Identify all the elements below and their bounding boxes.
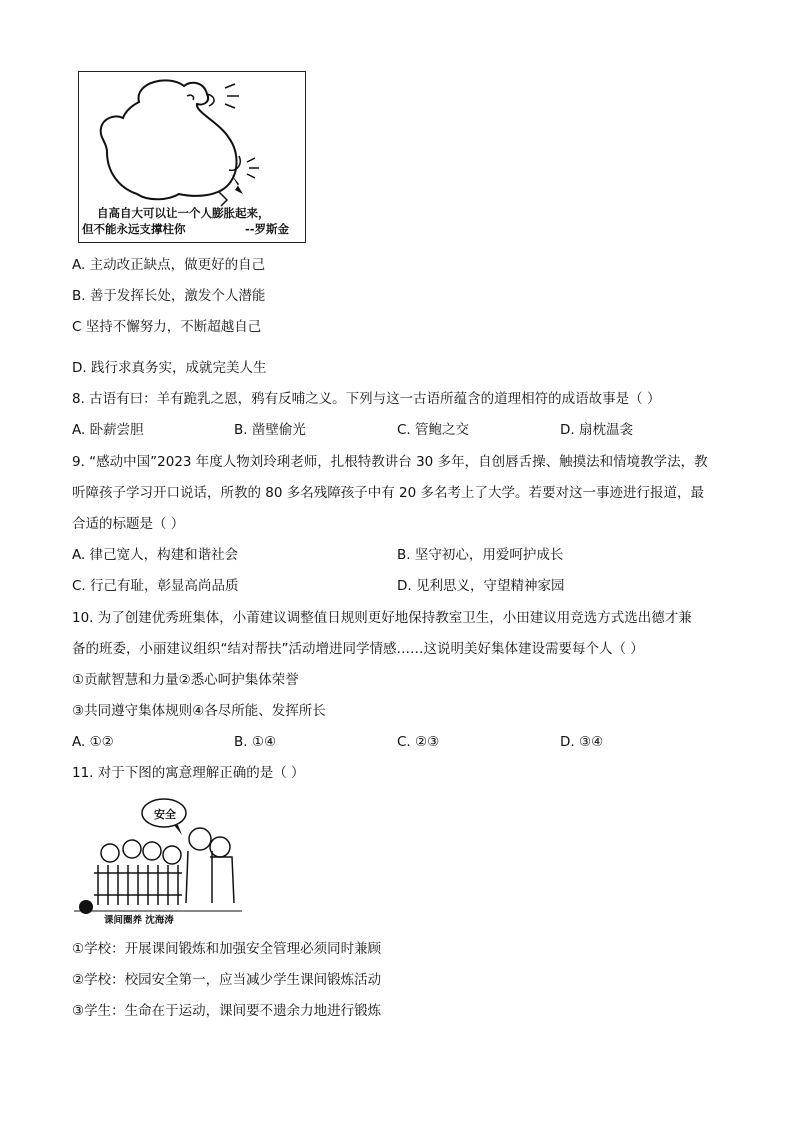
q9-option-a: A. 律己宽人，构建和谐社会	[72, 547, 239, 563]
q10-items-3-4: ③共同遵守集体规则④各尽所能、发挥所长	[72, 703, 326, 719]
q8-stem: 8. 古语有曰：羊有跪乳之恩，鸦有反哺之义。下列与这一古语所蕴含的道理相符的成语故事是（ ）	[72, 391, 661, 407]
cartoon-caption-author: --罗斯金	[245, 222, 290, 236]
q11-item-1: ①学校：开展课间锻炼和加强安全管理必须同时兼顾	[72, 941, 382, 957]
q7-option-d: D. 践行求真务实，成就完美人生	[72, 360, 267, 376]
q9-option-c: C. 行己有耻，彰显高尚品质	[72, 578, 239, 594]
q11-item-3: ③学生：生命在于运动，课间要不遗余力地进行锻炼	[72, 1003, 382, 1019]
q10-option-d: D. ③④	[560, 734, 604, 750]
q9-stem-line2: 听障孩子学习开口说话，所教的 80 多名残障孩子中有 20 多名考上了大学。若要对这一事迹进行报道，最	[72, 485, 705, 501]
q8-option-a: A. 卧薪尝胆	[72, 422, 144, 438]
q11-stem: 11. 对于下图的寓意理解正确的是（ ）	[72, 765, 305, 781]
balloon-figure-illustration	[79, 72, 305, 212]
q7-option-a: A. 主动改正缺点，做更好的自己	[72, 257, 266, 273]
q8-option-c: C. 管鲍之交	[397, 422, 470, 438]
q9-option-b: B. 坚守初心，用爱呵护成长	[397, 547, 564, 563]
q9-stem-line3: 合适的标题是（ ）	[72, 516, 185, 532]
speech-bubble-text: 安全	[154, 808, 176, 821]
q11-item-2: ②学校：校园安全第一，应当减少学生课间锻炼活动	[72, 972, 382, 988]
q8-option-b: B. 凿壁偷光	[234, 422, 306, 438]
cartoon-caption-line2: 但不能永远支撑柱你	[82, 222, 186, 236]
cartoon-caption-line1: 自高自大可以让一个人膨胀起来，	[97, 206, 270, 220]
q10-option-a: A. ①②	[72, 734, 114, 750]
q7-option-b: B. 善于发挥长处，激发个人潜能	[72, 288, 266, 304]
q10-items-1-2: ①贡献智慧和力量②悉心呵护集体荣誉	[72, 672, 299, 688]
q7-option-c: C 坚持不懈努力，不断超越自己	[72, 319, 262, 335]
q9-option-d: D. 见利思义，守望精神家园	[397, 578, 565, 594]
q10-stem-line2: 备的班委，小丽建议组织“结对帮扶”活动增进同学情感……这说明美好集体建设需要每个人（ ）	[72, 641, 644, 657]
q10-option-b: B. ①④	[234, 734, 277, 750]
cartoon-recess-caption: 课间圈养 沈海涛	[104, 915, 174, 926]
cartoon-recess	[74, 795, 242, 931]
cartoon-pride	[78, 71, 306, 243]
q10-option-c: C. ②③	[397, 734, 440, 750]
q10-stem-line1: 10. 为了创建优秀班集体，小莆建议调整值日规则更好地保持教室卫生，小田建议用竞选方式选出德才兼	[72, 610, 692, 626]
q8-option-d: D. 扇枕温衾	[560, 422, 633, 438]
q9-stem-line1: 9. “感动中国”2023 年度人物刘玲琍老师，扎根特教讲台 30 多年，自创唇舌操、触摸法和情境教学法，教	[72, 454, 708, 470]
